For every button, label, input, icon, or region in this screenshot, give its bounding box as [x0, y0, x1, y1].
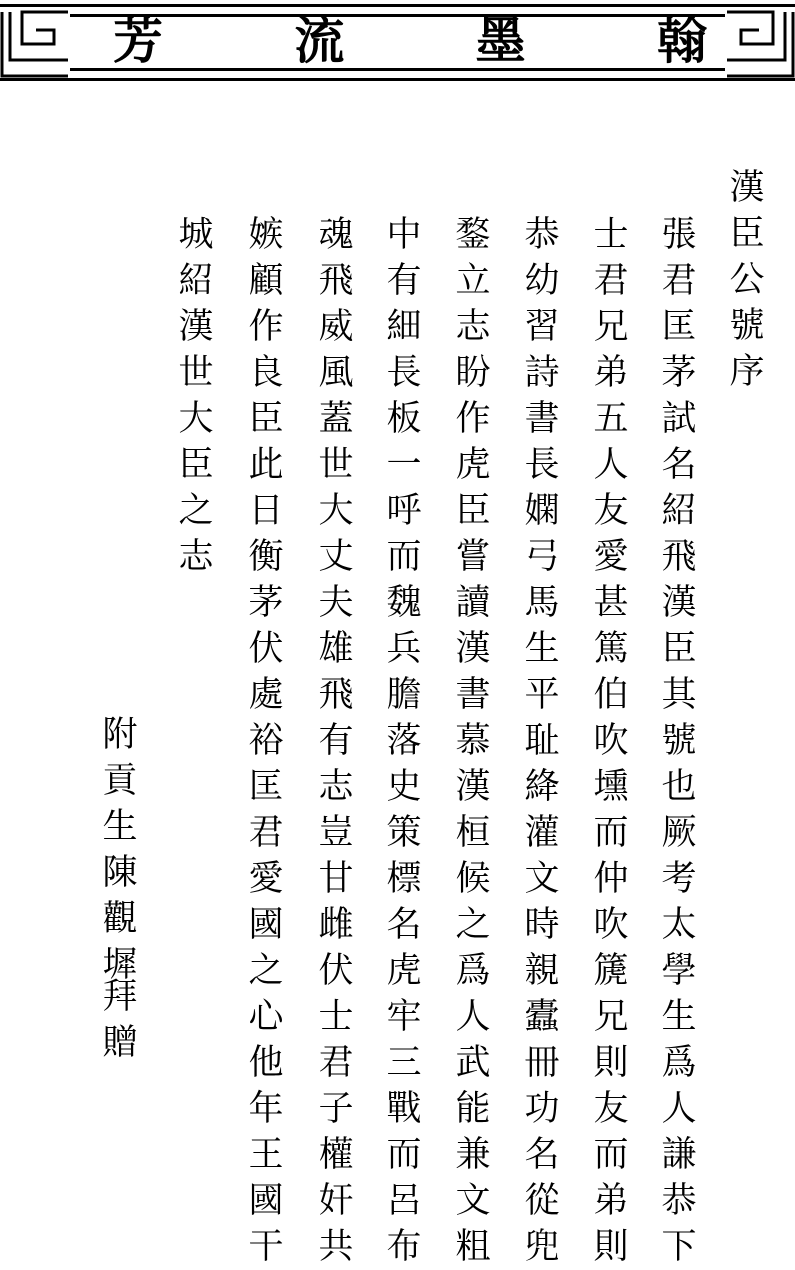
text-char: 志	[455, 307, 491, 347]
text-char: 而	[593, 813, 629, 853]
text-char: 恭	[661, 1181, 697, 1221]
text-char: 序	[729, 352, 765, 392]
text-char: 功	[524, 1089, 560, 1129]
text-char: 板	[386, 399, 422, 439]
text-char: 平	[524, 675, 560, 715]
text-char: 親	[524, 951, 560, 991]
text-char: 漢	[661, 583, 697, 623]
text-char: 良	[248, 353, 284, 393]
text-char: 篤	[593, 629, 629, 669]
text-char: 公	[729, 260, 765, 300]
text-char: 兜	[524, 1227, 560, 1267]
text-char: 年	[248, 1089, 284, 1129]
text-char: 吹	[593, 905, 629, 945]
text-char: 有	[386, 261, 422, 301]
text-char: 立	[455, 261, 491, 301]
text-char: 國	[248, 905, 284, 945]
text-char: 茅	[248, 583, 284, 623]
text-char: 漢	[455, 767, 491, 807]
text-char: 蠹	[524, 997, 560, 1037]
text-char: 長	[524, 445, 560, 485]
text-char: 布	[386, 1227, 422, 1267]
text-char: 作	[455, 399, 491, 439]
signature	[97, 712, 143, 988]
text-char: 伏	[248, 629, 284, 669]
text-char: 而	[386, 537, 422, 577]
text-char: 則	[593, 1227, 629, 1267]
text-char: 之	[178, 491, 214, 531]
text-char: 考	[661, 859, 697, 899]
text-char: 飛	[318, 675, 354, 715]
text-char: 下	[661, 1227, 697, 1267]
text-char: 志	[318, 767, 354, 807]
text-char: 弟	[593, 1181, 629, 1221]
text-char: 武	[455, 1043, 491, 1083]
text-char: 三	[386, 1043, 422, 1083]
text-char: 衡	[248, 537, 284, 577]
text-char: 生	[524, 629, 560, 669]
text-char: 兄	[593, 997, 629, 1037]
text-column	[243, 212, 289, 1270]
text-char: 壎	[593, 767, 629, 807]
text-char: 冊	[524, 1043, 560, 1083]
text-char: 嫉	[248, 215, 284, 255]
text-char: 之	[455, 905, 491, 945]
text-char: 世	[318, 445, 354, 485]
text-char: 戰	[386, 1089, 422, 1129]
text-char: 飛	[661, 537, 697, 577]
text-char: 鍪	[455, 215, 491, 255]
text-char: 城	[178, 215, 214, 255]
text-char: 謙	[661, 1135, 697, 1175]
text-char: 拜	[102, 977, 138, 1017]
text-char: 恭	[524, 215, 560, 255]
text-char: 弟	[593, 353, 629, 393]
text-char: 兼	[455, 1135, 491, 1175]
text-char: 子	[318, 1089, 354, 1129]
text-char: 虎	[386, 951, 422, 991]
text-char: 人	[661, 1089, 697, 1129]
text-char: 耻	[524, 721, 560, 761]
header-title-char: 流	[294, 11, 345, 70]
text-char: 大	[178, 399, 214, 439]
text-char: 呼	[386, 491, 422, 531]
text-char: 而	[386, 1135, 422, 1175]
text-column	[519, 212, 565, 1270]
text-char: 落	[386, 721, 422, 761]
text-char: 五	[593, 399, 629, 439]
text-char: 嫻	[524, 491, 560, 531]
text-char: 茅	[661, 353, 697, 393]
text-char: 嘗	[455, 537, 491, 577]
text-char: 爲	[455, 951, 491, 991]
text-char: 匡	[661, 307, 697, 347]
text-char: 詩	[524, 353, 560, 393]
text-char: 蓋	[318, 399, 354, 439]
text-char: 兵	[386, 629, 422, 669]
text-char: 甚	[593, 583, 629, 623]
text-char: 臣	[455, 491, 491, 531]
text-char: 友	[593, 491, 629, 531]
text-char: 仲	[593, 859, 629, 899]
text-column	[588, 212, 634, 1270]
text-char: 史	[386, 767, 422, 807]
text-column	[381, 212, 427, 1270]
text-char: 大	[318, 491, 354, 531]
text-char: 長	[386, 353, 422, 393]
text-char: 共	[318, 1227, 354, 1267]
text-char: 臣	[729, 214, 765, 254]
text-char: 盼	[455, 353, 491, 393]
text-column	[173, 212, 219, 580]
text-char: 中	[386, 215, 422, 255]
text-char: 夫	[318, 583, 354, 623]
text-char: 膽	[386, 675, 422, 715]
text-char: 君	[661, 261, 697, 301]
header-title-char: 墨	[475, 11, 526, 70]
header-title-char: 芳	[113, 11, 163, 70]
text-char: 太	[661, 905, 697, 945]
text-char: 生	[661, 997, 697, 1037]
text-char: 志	[178, 537, 214, 577]
text-column	[313, 212, 359, 1270]
text-char: 而	[593, 1135, 629, 1175]
text-char: 標	[386, 859, 422, 899]
text-char: 貢	[102, 761, 138, 801]
text-char: 伏	[318, 951, 354, 991]
text-char: 紹	[661, 491, 697, 531]
closing-salutation	[97, 974, 143, 1066]
text-char: 紹	[178, 261, 214, 301]
text-char: 兄	[593, 307, 629, 347]
text-char: 心	[248, 997, 284, 1037]
text-char: 君	[318, 1043, 354, 1083]
text-char: 虎	[455, 445, 491, 485]
text-char: 處	[248, 675, 284, 715]
text-char: 一	[386, 445, 422, 485]
text-char: 漢	[729, 168, 765, 208]
text-char: 豈	[318, 813, 354, 853]
text-char: 桓	[455, 813, 491, 853]
text-char: 則	[593, 1043, 629, 1083]
text-char: 粗	[455, 1227, 491, 1267]
text-char: 附	[102, 715, 138, 755]
text-char: 臣	[178, 445, 214, 485]
text-char: 生	[102, 807, 138, 847]
text-char: 風	[318, 353, 354, 393]
text-char: 也	[661, 767, 697, 807]
text-char: 王	[248, 1135, 284, 1175]
text-char: 他	[248, 1043, 284, 1083]
text-char: 人	[593, 445, 629, 485]
header-title	[110, 6, 710, 76]
text-char: 學	[661, 951, 697, 991]
text-char: 裕	[248, 721, 284, 761]
text-char: 漢	[178, 307, 214, 347]
text-char: 名	[386, 905, 422, 945]
text-char: 干	[248, 1227, 284, 1267]
text-char: 文	[455, 1181, 491, 1221]
text-char: 篪	[593, 951, 629, 991]
fret-ornament-right-icon	[725, 4, 795, 78]
text-char: 陳	[102, 853, 138, 893]
text-char: 策	[386, 813, 422, 853]
text-char: 細	[386, 307, 422, 347]
fret-ornament-left-icon	[0, 4, 70, 78]
text-char: 候	[455, 859, 491, 899]
text-char: 慕	[455, 721, 491, 761]
text-char: 呂	[386, 1181, 422, 1221]
header-frame	[0, 0, 795, 92]
document-title	[724, 165, 770, 395]
text-char: 吹	[593, 721, 629, 761]
text-char: 馬	[524, 583, 560, 623]
text-char: 墀	[102, 945, 138, 985]
text-char: 甘	[318, 859, 354, 899]
text-char: 名	[524, 1135, 560, 1175]
text-char: 日	[248, 491, 284, 531]
text-char: 絳	[524, 767, 560, 807]
text-char: 世	[178, 353, 214, 393]
text-char: 匡	[248, 767, 284, 807]
text-char: 奸	[318, 1181, 354, 1221]
text-char: 愛	[248, 859, 284, 899]
text-char: 牢	[386, 997, 422, 1037]
text-char: 漢	[455, 629, 491, 669]
text-char: 權	[318, 1135, 354, 1175]
text-char: 君	[248, 813, 284, 853]
text-char: 魏	[386, 583, 422, 623]
text-char: 爲	[661, 1043, 697, 1083]
text-char: 愛	[593, 537, 629, 577]
text-char: 文	[524, 859, 560, 899]
text-char: 國	[248, 1181, 284, 1221]
text-char: 臣	[661, 629, 697, 669]
text-char: 試	[661, 399, 697, 439]
text-char: 贈	[102, 1023, 138, 1063]
text-char: 士	[318, 997, 354, 1037]
frame-bottom-outer-line	[0, 78, 795, 81]
text-char: 能	[455, 1089, 491, 1129]
text-char: 其	[661, 675, 697, 715]
text-char: 士	[593, 215, 629, 255]
text-char: 人	[455, 997, 491, 1037]
text-char: 君	[593, 261, 629, 301]
text-char: 飛	[318, 261, 354, 301]
text-char: 灌	[524, 813, 560, 853]
header-title-char: 翰	[656, 11, 707, 70]
text-column	[656, 212, 702, 1270]
text-char: 觀	[102, 899, 138, 939]
text-char: 時	[524, 905, 560, 945]
text-char: 雄	[318, 629, 354, 669]
text-char: 號	[661, 721, 697, 761]
text-char: 張	[661, 215, 697, 255]
text-char: 丈	[318, 537, 354, 577]
text-char: 習	[524, 307, 560, 347]
text-char: 雌	[318, 905, 354, 945]
text-char: 號	[729, 306, 765, 346]
text-char: 從	[524, 1181, 560, 1221]
text-char: 書	[455, 675, 491, 715]
text-char: 弓	[524, 537, 560, 577]
text-char: 作	[248, 307, 284, 347]
text-char: 威	[318, 307, 354, 347]
text-char: 魂	[318, 215, 354, 255]
text-char: 友	[593, 1089, 629, 1129]
text-char: 之	[248, 951, 284, 991]
text-char: 伯	[593, 675, 629, 715]
text-char: 名	[661, 445, 697, 485]
text-char: 此	[248, 445, 284, 485]
text-char: 厥	[661, 813, 697, 853]
text-char: 幼	[524, 261, 560, 301]
text-char: 書	[524, 399, 560, 439]
text-char: 讀	[455, 583, 491, 623]
text-column	[450, 212, 496, 1270]
text-char: 顧	[248, 261, 284, 301]
text-char: 有	[318, 721, 354, 761]
text-char: 臣	[248, 399, 284, 439]
